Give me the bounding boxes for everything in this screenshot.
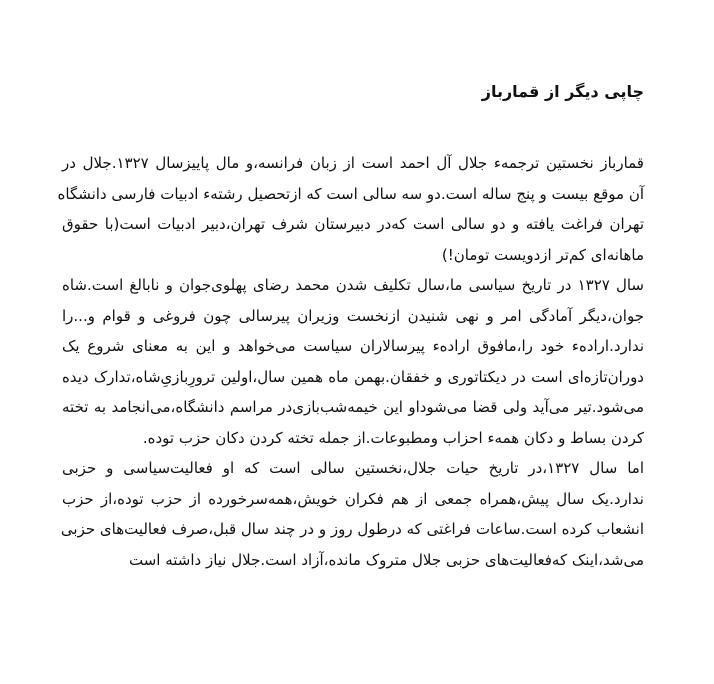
text-line: ماهانه‌ای کم‌تر ازدویست تومان!)	[441, 245, 644, 264]
document-title: چاپی دیگر از قمارباز	[481, 82, 644, 101]
document-page	[57, 76, 645, 575]
text-line: ندارد.یک سال پیش،همراه جمعی از هم فکران خویش،همه‌سرخورده از حزب توده،از حزب	[62, 489, 644, 508]
text-line: اما سال ۱۳۲۷،در تاریخ حیات جلال،نخستین سالی است که او فعالیت‌سیاسی و حزبی	[62, 459, 644, 477]
text-line: جوان،دیگر آمادگی امر و نهی شنیدن ازنخست وزیران پیرسالی چون فروغی و قوام و...را	[62, 306, 644, 325]
document-body	[57, 148, 645, 575]
text-line: سال ۱۳۲۷ در تاریخ سیاسی ما،سال تکلیف شدن محمد رضای پهلوی‌جوان و نابالغ است.شاه	[62, 276, 645, 294]
text-line: آن موقع بیست و پنج ساله است.دو سه سالی است که ازتحصیل رشتهء ادبیات فارسی دانشگاه	[57, 184, 644, 203]
text-line: انشعاب کرده است.ساعات فراغتی که درطول روز و در چند سال قبل،صرف فعالیت‌های حزبی	[60, 520, 644, 538]
text-line: می‌شد،اینک که‌فعالیت‌های حزبی جلال متروک مانده،آزاد است.جلال نیاز داشته است	[128, 550, 644, 569]
text-line: قمارباز نخستین ترجمهء جلال آل احمد است از زبان فرانسه،و مال پاییزسال ۱۳۲۷.جلال در	[62, 154, 644, 172]
text-line: ندارد.اراده‌ء خود را،مافوق اراده‌ء پیرسالاران سیاست می‌خواهد و این به معنای شروع یک	[62, 337, 644, 355]
text-line: کردن بساط و دکان همهء احزاب ومطبوعات.از جمله تخته کردن دکان حزب توده.	[142, 428, 644, 447]
text-line: می‌شود.تیر می‌آید ولی قضا می‌شود‌او این خیمه‌شب‌بازی‌در مراسم دانشگاه،می‌انجامد به تخته	[62, 398, 644, 416]
text-line: دوران‌تازه‌ای است در دیکتاتوری و خفقان.بهمن ماه همین سال،اولین ترورِبازیِ‌شاه،تدارک دیده	[62, 367, 644, 386]
text-line: تهران فراغت یافته و دو سالی است که‌در دبیرستان شرف تهران،دبیر ادبیات است(با حقوق	[62, 215, 644, 233]
